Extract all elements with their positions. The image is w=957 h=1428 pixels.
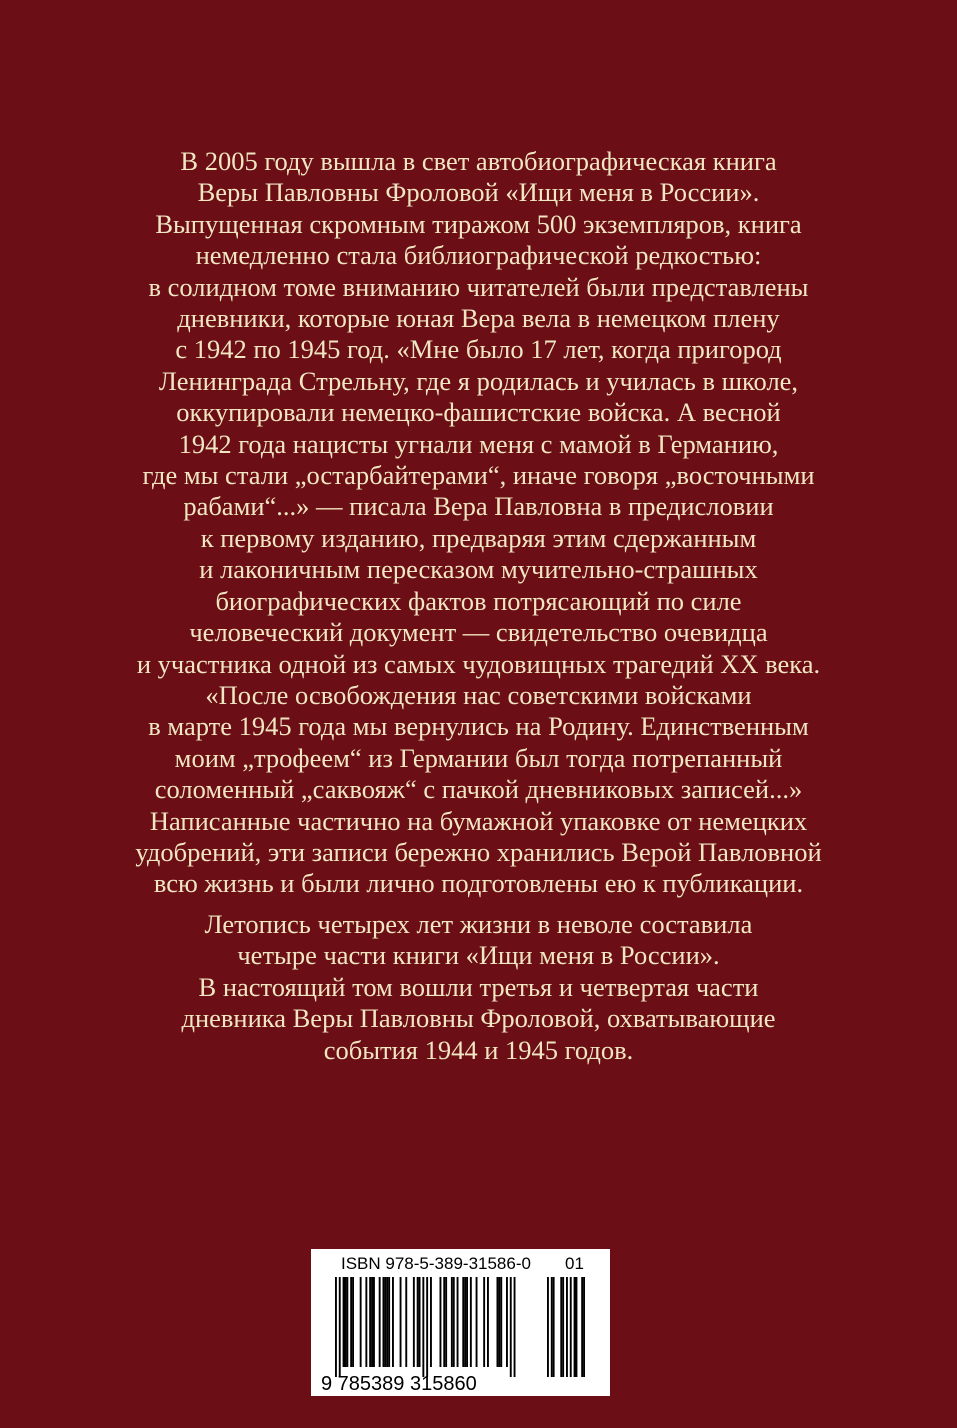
blurb-line: рабами“...» — писала Вера Павловна в предисловии	[183, 491, 774, 522]
barcode-bar	[498, 1277, 500, 1367]
blurb-line: соломенный „саквояж“ с пачкой дневниковых записей...»	[154, 774, 803, 805]
barcode-bar	[383, 1277, 385, 1367]
blurb-line: Выпущенная скромным тиражом 500 экземпляров, книга	[155, 208, 802, 239]
barcode-bar	[350, 1277, 352, 1367]
blurb-line: четыре части книги «Ищи меня в России».	[237, 940, 720, 971]
addon-bar	[583, 1277, 585, 1377]
barcode-bar	[451, 1277, 453, 1367]
barcode-bar	[500, 1277, 502, 1367]
blurb-line: немедленно стала библиографической редкостью:	[195, 240, 762, 271]
blurb-line: биографических фактов потрясающий по силе	[215, 585, 742, 616]
blurb-line: к первому изданию, предваряя этим сдержанным	[200, 522, 757, 553]
addon-label: 01	[565, 1254, 584, 1273]
addon-bar	[574, 1277, 576, 1377]
blurb-line: 1942 года нацисты угнали меня с мамой в Германию,	[178, 428, 779, 459]
barcode-bar	[443, 1277, 445, 1367]
blurb-line: и участника одной из самых чудовищных трагедий XX века.	[136, 648, 821, 679]
barcode-bar	[445, 1277, 447, 1367]
blurb-line: моим „трофеем“ из Германии был тогда потрепанный	[174, 742, 783, 773]
barcode-bar	[388, 1277, 390, 1367]
addon-bar	[566, 1277, 568, 1377]
barcode-bar	[345, 1277, 347, 1367]
barcode-bar	[365, 1277, 367, 1367]
addon-bar	[570, 1277, 572, 1377]
barcode-bar	[483, 1277, 485, 1367]
barcode-bar	[369, 1277, 371, 1367]
ean-digits: 9 785389 315860	[321, 1373, 477, 1395]
barcode-bar	[400, 1277, 402, 1367]
barcode-bar	[470, 1277, 472, 1367]
barcode-bar	[346, 1277, 348, 1367]
blurb-line: Веры Павловны Фроловой «Ищи меня в России».	[197, 177, 760, 208]
barcode-bar	[392, 1277, 394, 1367]
blurb-line: и лаконичным пересказом мучительно-страшных	[199, 554, 758, 585]
addon-bar	[560, 1277, 562, 1377]
barcode-bar	[371, 1277, 373, 1367]
barcode-bar	[453, 1277, 455, 1367]
isbn-barcode	[311, 1249, 610, 1396]
addon-bar	[576, 1277, 578, 1377]
blurb-line: Летопись четырех лет жизни в неволе составила	[204, 909, 753, 939]
blurb-line: всю жизнь и были лично подготовлены ею к публикации.	[153, 868, 804, 899]
blurb-line: дневника Веры Павловны Фроловой, охватывающие	[181, 1003, 776, 1034]
barcode-bar	[497, 1277, 499, 1367]
barcode-bar	[514, 1277, 516, 1377]
blurb-line: Написанные частично на бумажной упаковке от немецких	[149, 805, 808, 836]
blurb-line: Ленинграда Стрельну, где я родилась и училась в школе,	[158, 365, 799, 396]
addon-bar	[581, 1277, 583, 1377]
barcode-bar	[419, 1277, 421, 1367]
blurb-line: в марте 1945 года мы вернулись на Родину. Единственным	[148, 711, 809, 742]
barcode-bar	[352, 1277, 354, 1367]
blurb-line: человеческий документ — свидетельство очевидца	[189, 617, 768, 648]
barcode-bar	[413, 1277, 415, 1367]
addon-bar	[547, 1277, 549, 1377]
barcode-bar	[373, 1277, 375, 1367]
addon-bar	[553, 1277, 555, 1377]
barcode-bar	[360, 1277, 362, 1367]
addon-bars	[547, 1277, 585, 1377]
blurb-line: в солидном томе вниманию читателей были представлены	[148, 271, 809, 302]
barcode-bar	[343, 1277, 345, 1367]
blurb-line: В 2005 году вышла в свет автобиографическая книга	[180, 146, 777, 176]
addon-bar	[562, 1277, 564, 1377]
barcode-bar	[379, 1277, 381, 1367]
barcode-bar	[339, 1277, 341, 1377]
blurb-line: дневники, которые юная Вера вела в немецком плену	[177, 303, 780, 334]
barcode-bar	[476, 1277, 478, 1367]
barcode-bar	[510, 1277, 512, 1377]
barcode-bar	[462, 1277, 464, 1367]
blurb-line: события 1944 и 1945 годов.	[323, 1034, 634, 1065]
blurb-line: где мы стали „остарбайтерами“, иначе говоря „восточными	[142, 460, 815, 491]
blurb-line: с 1942 по 1945 год. «Мне было 17 лет, когда пригород	[175, 334, 782, 365]
barcode-bar	[384, 1277, 386, 1367]
blurb-line: оккупировали немецко-фашистские войска. А весной	[176, 397, 781, 428]
addon-bar	[551, 1277, 553, 1377]
barcode-bar	[417, 1277, 419, 1367]
barcode-bars	[335, 1277, 516, 1377]
barcode-bar	[426, 1277, 428, 1377]
barcode-bar	[440, 1277, 442, 1367]
barcode-bar	[487, 1277, 489, 1367]
blurb-line: В настоящий том вошли третья и четвертая части	[198, 971, 759, 1002]
barcode-bar	[457, 1277, 459, 1367]
barcode-bar	[386, 1277, 388, 1367]
blurb-line: удобрений, эти записи бережно хранились Верой Павловной	[135, 836, 822, 867]
barcode-bar	[430, 1277, 432, 1367]
barcode-bar	[464, 1277, 466, 1367]
barcode-bar	[335, 1277, 337, 1377]
isbn-label: ISBN 978-5-389-31586-0	[341, 1254, 531, 1273]
blurb-paragraph-1	[0, 146, 957, 900]
barcode-bar	[466, 1277, 468, 1367]
blurb-paragraph-2	[0, 909, 957, 1066]
barcode-bar	[422, 1277, 424, 1377]
barcode-graphic	[311, 1249, 610, 1396]
barcode-bar	[506, 1277, 508, 1367]
barcode-bar	[405, 1277, 407, 1367]
blurb-line: «После освобождения нас советскими войсками	[205, 679, 752, 710]
